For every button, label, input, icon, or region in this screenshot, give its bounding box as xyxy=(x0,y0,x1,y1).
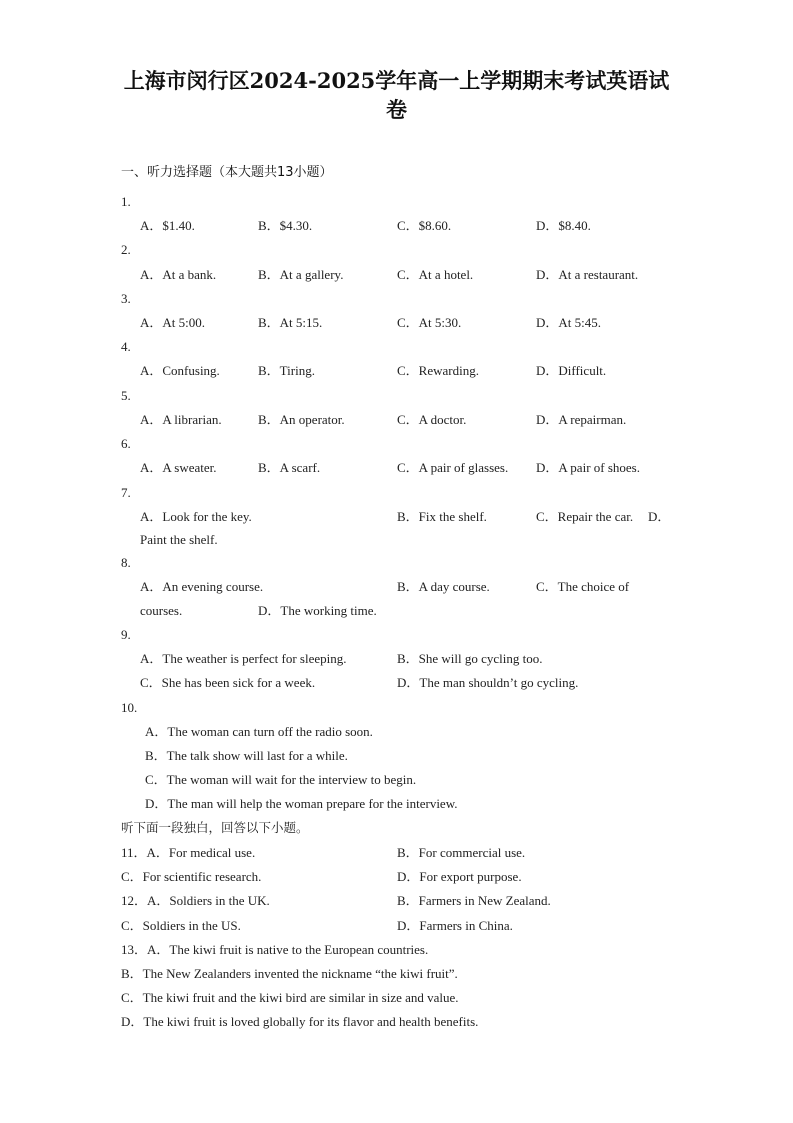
option-a: A．The woman can turn off the radio soon. xyxy=(145,724,373,739)
question-number: 9. xyxy=(121,627,131,642)
option-d: D．The working time. xyxy=(258,603,377,618)
title-line-2: 卷 xyxy=(386,97,407,122)
page-title xyxy=(100,66,693,124)
option-d: D．At 5:45. xyxy=(536,315,602,330)
option-a: A．The weather is perfect for sleeping. xyxy=(140,651,347,666)
option-c: C．Rewarding. xyxy=(397,363,479,378)
option-a: A．Confusing. xyxy=(140,363,220,378)
option-c: C．At a hotel. xyxy=(397,267,474,282)
option-d: D．The kiwi fruit is loved globally for its flavor and health benefits. xyxy=(121,1014,479,1029)
question-number: 3. xyxy=(121,291,131,306)
option-c: C．Soldiers in the US. xyxy=(121,918,241,933)
question-number: 5. xyxy=(121,388,131,403)
option-b: B．Farmers in New Zealand. xyxy=(397,893,551,908)
option-d: D．Farmers in China. xyxy=(397,918,513,933)
option-c: C．Repair the car. xyxy=(536,509,634,524)
option-a: A．$1.40. xyxy=(140,218,195,233)
option-b: B．Fix the shelf. xyxy=(397,509,487,524)
option-c: C．For scientific research. xyxy=(121,869,262,884)
option-c: C．The kiwi fruit and the kiwi bird are similar in size and value. xyxy=(121,990,459,1005)
option-b: B．For commercial use. xyxy=(397,845,526,860)
question-number: 6. xyxy=(121,436,131,451)
option-b: B．The New Zealanders invented the nickname “the kiwi fruit”. xyxy=(121,966,458,981)
option-c: C．The choice of xyxy=(536,579,630,594)
title-line-1: 上海市闵行区2024-2025学年高一上学期期末考试英语试 xyxy=(123,68,670,93)
option-c: C．The woman will wait for the interview to begin. xyxy=(145,772,417,787)
question-number: 7. xyxy=(121,485,131,500)
option-a: A．A librarian. xyxy=(140,412,222,427)
option-c-continued: courses. xyxy=(140,603,183,618)
option-a: A．An evening course. xyxy=(140,579,264,594)
option-c: C．A pair of glasses. xyxy=(397,460,509,475)
option-d: D．Difficult. xyxy=(536,363,607,378)
section-heading: 一、听力选择题（本大题共13小题） xyxy=(121,165,333,180)
option-a: 13．A．The kiwi fruit is native to the European countries. xyxy=(121,942,429,957)
option-a: A．Look for the key. xyxy=(140,509,252,524)
option-c: C．At 5:30. xyxy=(397,315,462,330)
option-b: B．At 5:15. xyxy=(258,315,323,330)
monologue-instruction: 听下面一段独白，回答以下小题。 xyxy=(121,820,309,835)
option-d: D．The man shouldn’t go cycling. xyxy=(397,675,579,690)
question-number: 4. xyxy=(121,339,131,354)
option-b: B．At a gallery. xyxy=(258,267,344,282)
option-a: A．A sweater. xyxy=(140,460,217,475)
option-a: A．At a bank. xyxy=(140,267,217,282)
option-a: A．At 5:00. xyxy=(140,315,206,330)
option-d: D．At a restaurant. xyxy=(536,267,639,282)
option-b: B．A scarf. xyxy=(258,460,321,475)
option-a: 12．A．Soldiers in the UK. xyxy=(121,893,270,908)
question-number: 8. xyxy=(121,555,131,570)
option-d: D．$8.40. xyxy=(536,218,591,233)
question-number: 10. xyxy=(121,700,138,715)
option-b: B．Tiring. xyxy=(258,363,315,378)
option-c: C．A doctor. xyxy=(397,412,467,427)
option-b: B．She will go cycling too. xyxy=(397,651,543,666)
question-number: 2. xyxy=(121,242,131,257)
option-a: 11．A．For medical use. xyxy=(121,845,256,860)
option-d: D．A repairman. xyxy=(536,412,627,427)
option-c: C．$8.60. xyxy=(397,218,452,233)
option-b: B．A day course. xyxy=(397,579,490,594)
option-b: B．An operator. xyxy=(258,412,345,427)
option-d: D．For export purpose. xyxy=(397,869,522,884)
option-d: D．The man will help the woman prepare for the interview. xyxy=(145,796,458,811)
option-d: D．A pair of shoes. xyxy=(536,460,640,475)
option-c: C．She has been sick for a week. xyxy=(140,675,316,690)
option-d-continued: Paint the shelf. xyxy=(140,532,218,547)
option-b: B．$4.30. xyxy=(258,218,313,233)
question-number: 1. xyxy=(121,194,131,209)
option-d: D． xyxy=(648,509,671,524)
option-b: B．The talk show will last for a while. xyxy=(145,748,348,763)
